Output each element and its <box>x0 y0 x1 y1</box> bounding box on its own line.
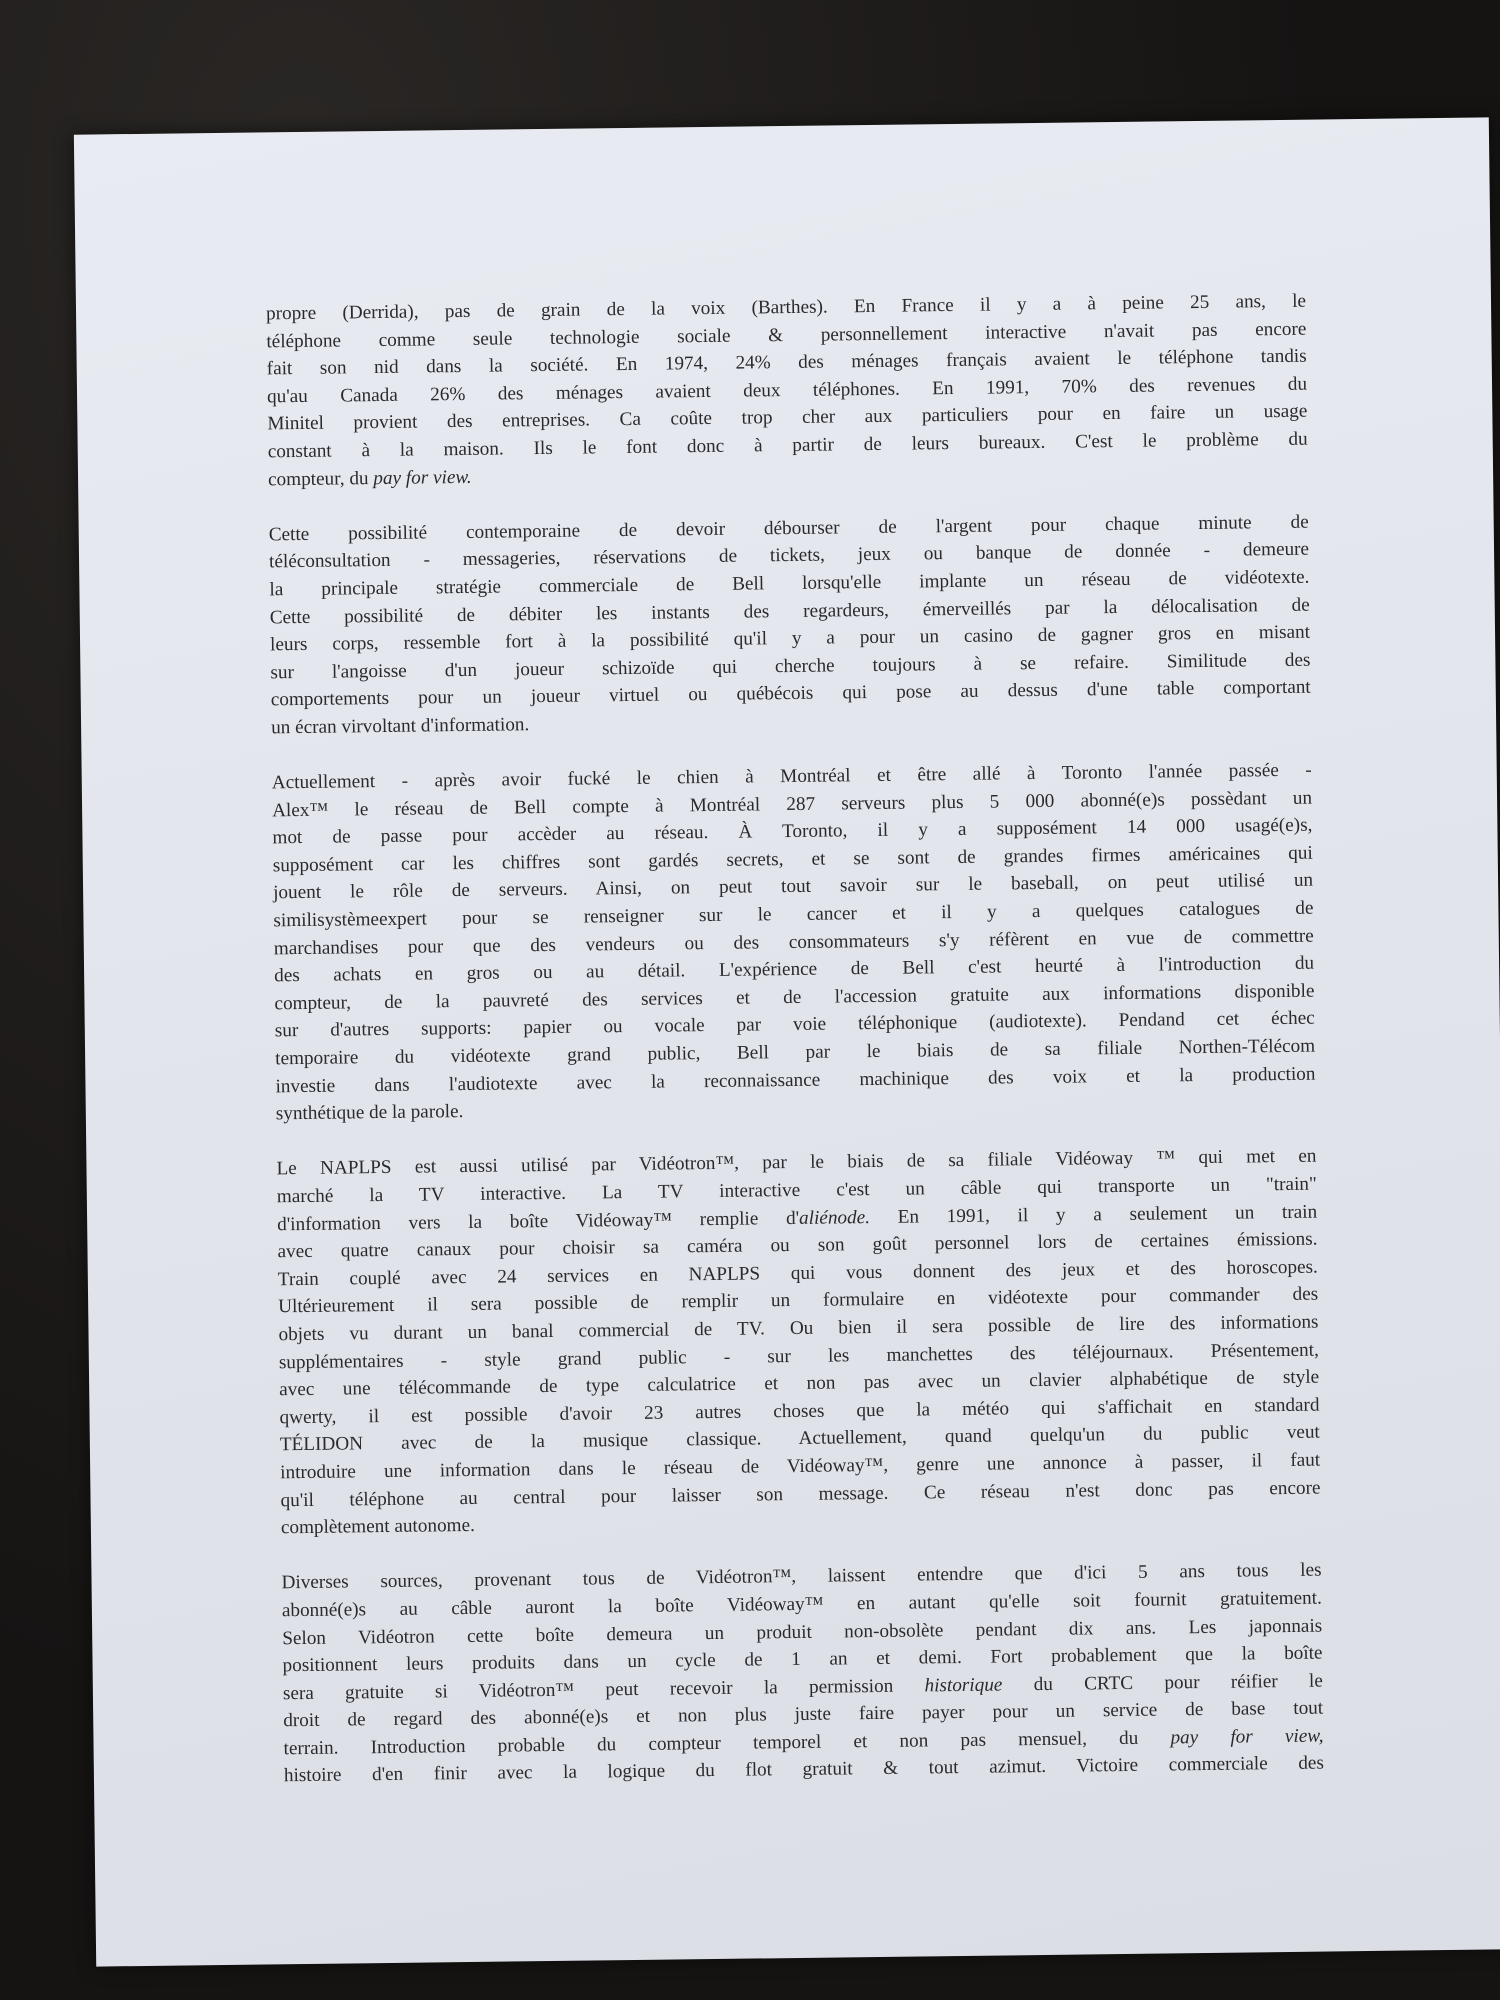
text-line: sera gratuite si Vidéotron™ peut recevoir la permission historique du CRTC pour réifier le <box>282 1670 1323 1704</box>
text-line: d'information vers la boîte Vidéoway™ remplie d'aliénode. En 1991, il y a seulement un train <box>277 1201 1318 1235</box>
text-line: Ultérieurement il sera possible de remplir un formulaire en vidéotexte pour commander des <box>278 1283 1319 1318</box>
text-line: Actuellement - après avoir fucké le chien à Montréal et être allé à Toronto l'année passée - <box>271 759 1312 794</box>
text-line: avec quatre canaux pour choisir sa caméra ou son goût personnel lors de certaines émissions. <box>277 1228 1318 1263</box>
text-line: marché la TV interactive. La TV interactive c'est un câble qui transporte un "train" <box>276 1173 1317 1208</box>
text-line: qwerty, il est possible d'avoir 23 autres choses que la météo qui s'affichait en standard <box>279 1394 1320 1429</box>
text-line: Cette possibilité contemporaine de devoir débourser de l'argent pour chaque minute de <box>268 511 1309 546</box>
text-line: similisystèmeexpert pour se renseigner sur le cancer et il y a quelques catalogues de <box>273 897 1314 932</box>
text-line: comportements pour un joueur virtuel ou québécois qui pose au dessus d'une table comportant <box>270 676 1311 711</box>
text-line: compteur, de la pauvreté des services et de l'accession gratuite aux informations disponible <box>274 980 1315 1015</box>
text-line: Diverses sources, provenant tous de Vidéotron™, laissent entendre que d'ici 5 ans tous les <box>281 1559 1322 1594</box>
paragraph <box>281 1557 1324 1790</box>
text-line: téléphone comme seule technologie sociale & personnellement interactive n'avait pas encore <box>266 318 1307 352</box>
body-text <box>266 288 1324 1818</box>
italic-text: historique <box>924 1674 1003 1697</box>
text-line: Alex™ le réseau de Bell compte à Montréal 287 serveurs plus 5 000 abonné(e)s possèdant un <box>272 787 1313 822</box>
text-line: investie dans l'audiotexte avec la reconnaissance machinique des voix et la production <box>275 1063 1316 1097</box>
text-line: téléconsultation - messageries, réservations de tickets, jeux ou banque de donnée - demeure <box>268 538 1310 573</box>
text-line: Le NAPLPS est aussi utilisé par Vidéotron™, par le biais de sa filiale Vidéoway ™ qui met en <box>276 1146 1317 1180</box>
text-line: droit de regard des abonné(e)s et non plus juste faire payer pour un service de base tout <box>283 1697 1324 1732</box>
text-line: abonné(e)s au câble auront la boîte Vidéoway™ en autant qu'elle soit fournit gratuitement. <box>281 1587 1322 1622</box>
italic-text: pay for view, <box>1170 1725 1324 1749</box>
text-line: introduire une information dans le réseau de Vidéoway™, genre une annonce à passer, il faut <box>280 1449 1321 1484</box>
text-line: qu'il téléphone au central pour laisser son message. Ce réseau n'est donc pas encore <box>280 1477 1321 1511</box>
text-line: fait son nid dans la société. En 1974, 24% des ménages français avaient le téléphone tandis <box>266 345 1307 380</box>
text-line: histoire d'en finir avec la logique du flot gratuit & tout azimut. Victoire commerciale des <box>283 1753 1324 1787</box>
text-line: la principale stratégie commerciale de Bell lorsqu'elle implante un réseau de vidéotexte. <box>269 566 1310 601</box>
text-line: marchandises pour que des vendeurs ou des consommateurs s'y réfèrent en vue de commettre <box>273 925 1314 959</box>
text-line: avec une télécommande de type calculatrice et non pas avec un clavier alphabétique de style <box>279 1366 1320 1401</box>
text-line: objets vu durant un banal commercial de TV. Ou bien il sera possible de lire des informations <box>278 1311 1319 1346</box>
text-line: terrain. Introduction probable du compteur temporel et non pas mensuel, du pay for view, <box>283 1725 1324 1760</box>
text-line: positionnent leurs produits dans un cycle de 1 an et demi. Fort probablement que la boîte <box>282 1642 1323 1677</box>
paragraph <box>266 288 1308 494</box>
paragraph <box>272 757 1316 1128</box>
text-line: supposément car les chiffres sont gardés secrets, et se sont de grandes firmes américaines qui <box>272 842 1313 877</box>
text-line: un écran virvoltant d'information. <box>270 714 530 739</box>
text-line: TÉLIDON avec de la musique classique. Actuellement, quand quelqu'un du public veut <box>279 1421 1320 1456</box>
text-line: synthétique de la parole. <box>275 1101 464 1125</box>
paper-sheet <box>74 117 1500 1966</box>
text-line: Selon Vidéotron cette boîte demeura un produit non-obsolète pendant dix ans. Les japonnais <box>282 1615 1323 1649</box>
text-line: mot de passe pour accèder au réseau. À Toronto, il y a supposément 14 000 usagé(e)s, <box>272 814 1313 849</box>
paragraph <box>276 1143 1321 1542</box>
text-line: des achats en gros ou au détail. L'expérience de Bell c'est heurté à l'introduction du <box>274 952 1315 987</box>
text-line: leurs corps, ressemble fort à la possibilité qu'il y a pour un casino de gagner gros en misant <box>269 621 1311 656</box>
text-line: constant à la maison. Ils le font donc à partir de leurs bureaux. C'est le problème du <box>267 428 1308 463</box>
text-line: compteur, du pay for view. <box>267 466 472 490</box>
text-line: sur d'autres supports: papier ou vocale par voie téléphonique (audiotexte). Pendand cet échec <box>274 1008 1315 1042</box>
italic-text: pay for view. <box>373 466 472 489</box>
text-line: supplémentaires - style grand public - sur les manchettes des téléjournaux. Présentement, <box>278 1339 1319 1373</box>
text-line: temporaire du vidéotexte grand public, Bell par le biais de sa filiale Northen-Télécom <box>275 1035 1316 1070</box>
text-line: jouent le rôle de serveurs. Ainsi, on peut tout savoir sur le baseball, on peut utilisé un <box>273 870 1314 904</box>
text-line: Cette possibilité de débiter les instants des regardeurs, émerveillés par la délocalisation de <box>269 594 1310 628</box>
text-line: qu'au Canada 26% des ménages avaient deux téléphones. En 1991, 70% des revenues du <box>266 373 1308 408</box>
italic-text: aliénode. <box>798 1206 871 1229</box>
text-line: sur l'angoisse d'un joueur schizoïde qui cherche toujours à se refaire. Similitude des <box>270 649 1311 684</box>
text-line: Minitel provient des entreprises. Ca coûte trop cher aux particuliers pour en faire un usage <box>267 401 1308 435</box>
text-line: complètement autonome. <box>280 1515 475 1539</box>
text-line: propre (Derrida), pas de grain de la voix (Barthes). En France il y a à peine 25 ans, le <box>265 290 1307 325</box>
paragraph <box>269 508 1312 741</box>
text-line: Train couplé avec 24 services en NAPLPS qui vous donnent des jeux et des horoscopes. <box>277 1256 1318 1291</box>
